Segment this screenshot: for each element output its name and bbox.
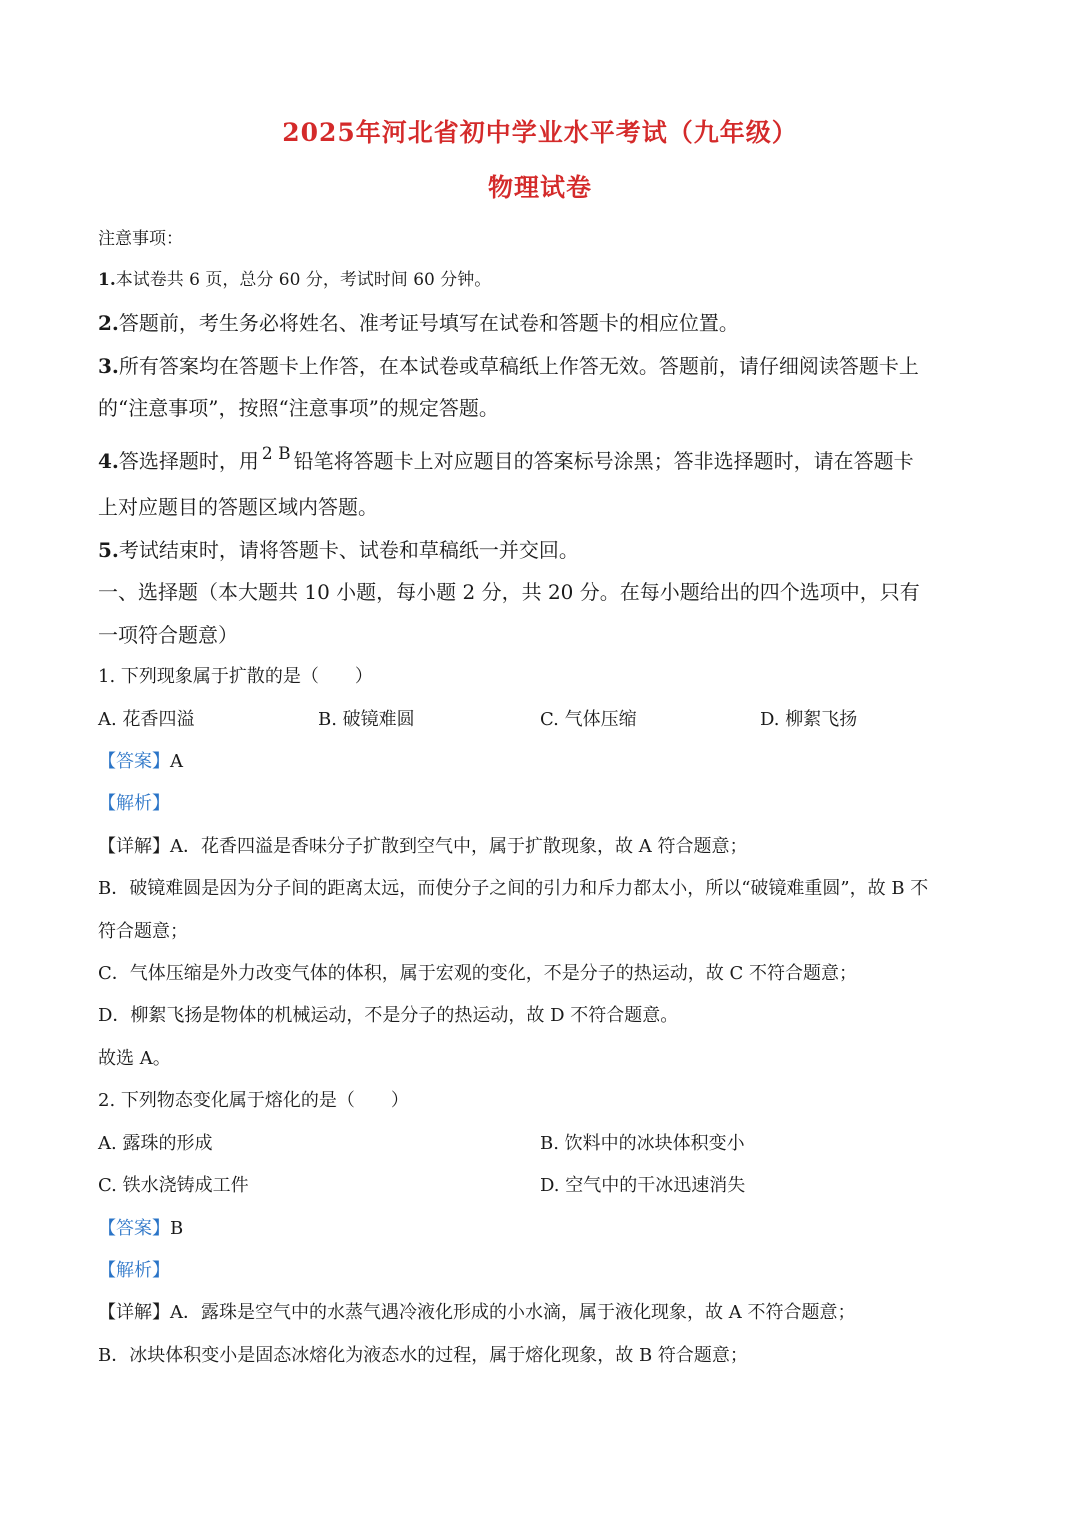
notice-item-3: 3.所有答案均在答题卡上作答，在本试卷或草稿纸上作答无效。答题前，请仔细阅读答题卡上 <box>98 354 919 378</box>
section-heading: 一、选择题（本大题共 10 小题，每小题 2 分，共 20 分。在每小题给出的四个选项中，只有 <box>98 580 920 604</box>
q2-analysis-tag: 【解析】 <box>98 1260 170 1281</box>
q2-detail-1: 【详解】A．露珠是空气中的水蒸气遇冷液化形成的小水滴，属于液化现象，故 A 不符合题意； <box>98 1302 856 1323</box>
notice-item-2: 2.答题前，考生务必将姓名、准考证号填写在试卷和答题卡的相应位置。 <box>98 311 739 335</box>
q1-option-a: A. 花香四溢 <box>98 709 195 730</box>
q1-option-b: B. 破镜难圆 <box>318 709 415 730</box>
answer-tag: 【答案】 <box>98 1218 170 1239</box>
q1-stem: 1. 下列现象属于扩散的是（ ） <box>98 666 373 687</box>
exam-subject: 物理试卷 <box>487 173 592 202</box>
notice-item-3-cont: 的“注意事项”，按照“注意事项”的规定答题。 <box>98 396 499 420</box>
notice-item-4-cont: 上对应题目的答题区域内答题。 <box>98 495 378 519</box>
q2-option-d: D. 空气中的干冰迅速消失 <box>540 1175 746 1196</box>
notice-item-1: 1.本试卷共 6 页，总分 60 分，考试时间 60 分钟。 <box>98 270 492 290</box>
q1-conclusion: 故选 A。 <box>98 1048 171 1069</box>
notice-item-4: 4.答选择题时，用 $^{2 B}$ 铅笔将答题卡上对应题目的答案标号涂黑；答非选择题时，请在答题卡 <box>98 444 914 473</box>
q2-option-a: A. 露珠的形成 <box>98 1133 213 1154</box>
q1-detail-3: 符合题意； <box>98 921 188 942</box>
answer-tag: 【答案】 <box>98 751 170 772</box>
q2-option-b: B. 饮料中的冰块体积变小 <box>540 1133 745 1154</box>
q2-detail-2: B．冰块体积变小是固态冰熔化为液态水的过程，属于熔化现象，故 B 符合题意； <box>98 1345 748 1366</box>
q2-stem: 2. 下列物态变化属于熔化的是（ ） <box>98 1090 409 1111</box>
q1-detail-2: B．破镜难圆是因为分子间的距离太远，而使分子之间的引力和斥力都太小，所以“破镜难重圆”，故 B 不 <box>98 878 929 899</box>
section-heading-cont: 一项符合题意） <box>98 623 238 647</box>
q1-option-c: C. 气体压缩 <box>540 709 637 730</box>
q1-detail-1: 【详解】A．花香四溢是香味分子扩散到空气中，属于扩散现象，故 A 符合题意； <box>98 836 748 857</box>
q1-detail-4: C．气体压缩是外力改变气体的体积，属于宏观的变化，不是分子的热运动，故 C 不符合题意； <box>98 963 857 984</box>
notice-heading: 注意事项： <box>98 229 183 249</box>
exam-title: 2025年河北省初中学业水平考试（九年级） <box>282 118 798 147</box>
q1-answer: 【答案】A <box>98 751 183 772</box>
notice-item-5: 5.考试结束时，请将答题卡、试卷和草稿纸一并交回。 <box>98 538 579 562</box>
q2-option-c: C. 铁水浇铸成工件 <box>98 1175 249 1196</box>
q1-detail-5: D．柳絮飞扬是物体的机械运动，不是分子的热运动，故 D 不符合题意。 <box>98 1005 679 1026</box>
q1-analysis-tag: 【解析】 <box>98 793 170 814</box>
pencil-grade: 2 B <box>261 444 291 464</box>
q2-answer: 【答案】B <box>98 1218 184 1239</box>
q1-option-d: D. 柳絮飞扬 <box>760 709 858 730</box>
